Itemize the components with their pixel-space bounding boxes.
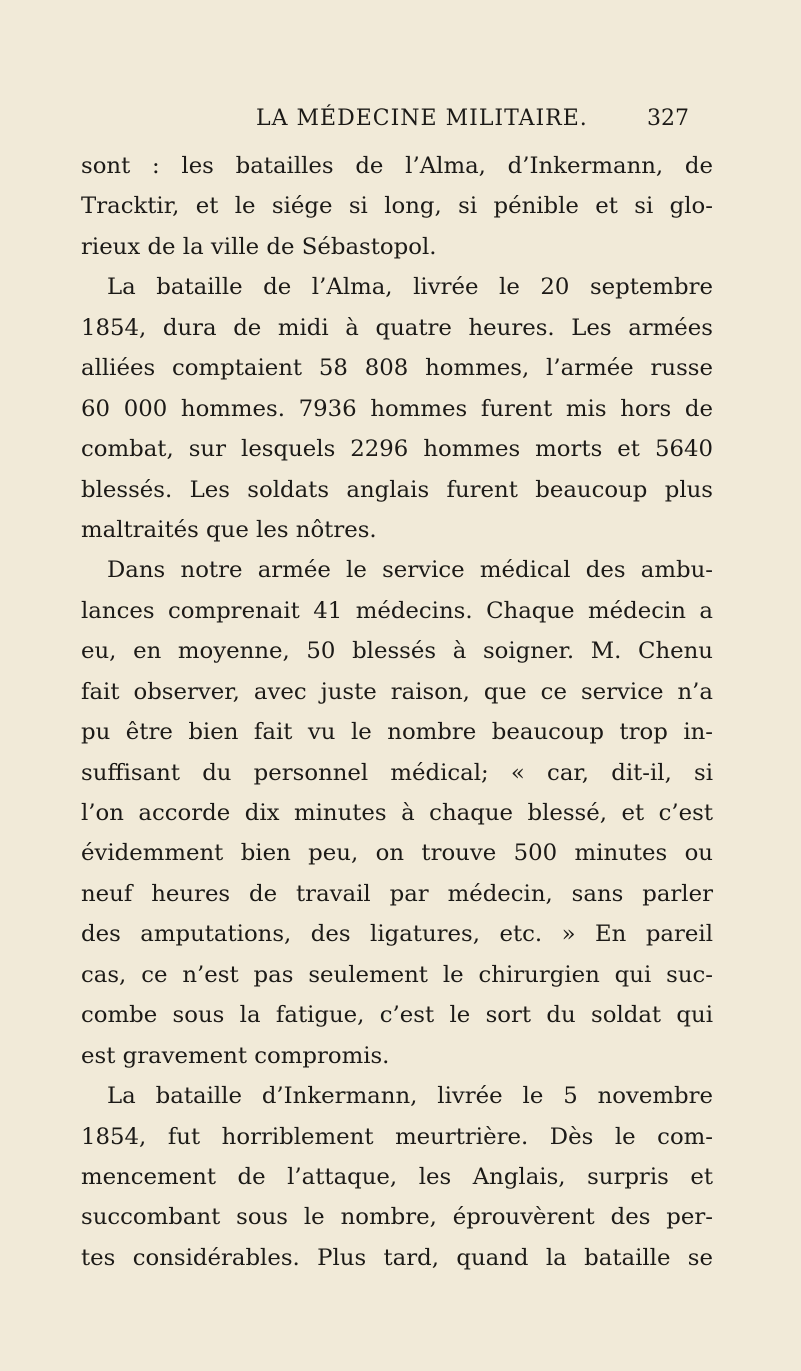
body-text <box>81 146 713 1278</box>
text-line: Tracktir, et le siége si long, si pénible et si glo- <box>81 193 713 220</box>
text-line: cas, ce n’est pas seulement le chirurgien qui suc- <box>81 961 713 988</box>
text-line: suffisant du personnel médical; « car, dit-il, si <box>81 759 713 786</box>
text-line: évidemment bien peu, on trouve 500 minutes ou <box>81 840 713 867</box>
text-line: tes considérables. Plus tard, quand la bataille se <box>81 1244 713 1271</box>
text-line: sont : les batailles de l’Alma, d’Inkermann, de <box>81 153 713 179</box>
running-title: LA MÉDECINE MILITAIRE. <box>256 106 588 131</box>
text-line: 1854, fut horriblement meurtrière. Dès le com- <box>81 1123 713 1150</box>
text-line: pu être bien fait vu le nombre beaucoup trop in- <box>81 719 713 746</box>
text-line: combat, sur lesquels 2296 hommes morts et 5640 <box>81 436 713 463</box>
page-number: 327 <box>647 106 689 131</box>
text-line: des amputations, des ligatures, etc. » En pareil <box>81 921 713 948</box>
text-line: neuf heures de travail par médecin, sans parler <box>81 880 713 907</box>
text-line: 60 000 hommes. 7936 hommes furent mis hors de <box>81 395 713 422</box>
text-line: alliées comptaient 58 808 hommes, l’armée russe <box>81 355 713 382</box>
text-line: La bataille d’Inkermann, livrée le 5 novembre <box>107 1083 713 1110</box>
text-line: combe sous la fatigue, c’est le sort du soldat qui <box>81 1002 713 1029</box>
text-line: est gravement compromis. <box>81 1042 390 1069</box>
text-line: rieux de la ville de Sébastopol. <box>81 233 437 260</box>
text-line: Dans notre armée le service médical des ambu- <box>107 557 713 584</box>
text-line: fait observer, avec juste raison, que ce service n’a <box>81 678 713 705</box>
page-header <box>0 100 801 140</box>
text-line: La bataille de l’Alma, livrée le 20 septembre <box>107 274 713 301</box>
text-line: succombant sous le nombre, éprouvèrent des per- <box>81 1204 713 1231</box>
text-line: 1854, dura de midi à quatre heures. Les armées <box>81 314 713 341</box>
text-line: maltraités que les nôtres. <box>81 516 377 543</box>
text-line: lances comprenait 41 médecins. Chaque médecin a <box>81 597 713 624</box>
text-line: l’on accorde dix minutes à chaque blessé, et c’est <box>81 800 713 826</box>
text-line: blessés. Les soldats anglais furent beaucoup plus <box>81 476 713 503</box>
text-line: mencement de l’attaque, les Anglais, surpris et <box>81 1163 713 1190</box>
text-line: eu, en moyenne, 50 blessés à soigner. M. Chenu <box>81 638 713 665</box>
